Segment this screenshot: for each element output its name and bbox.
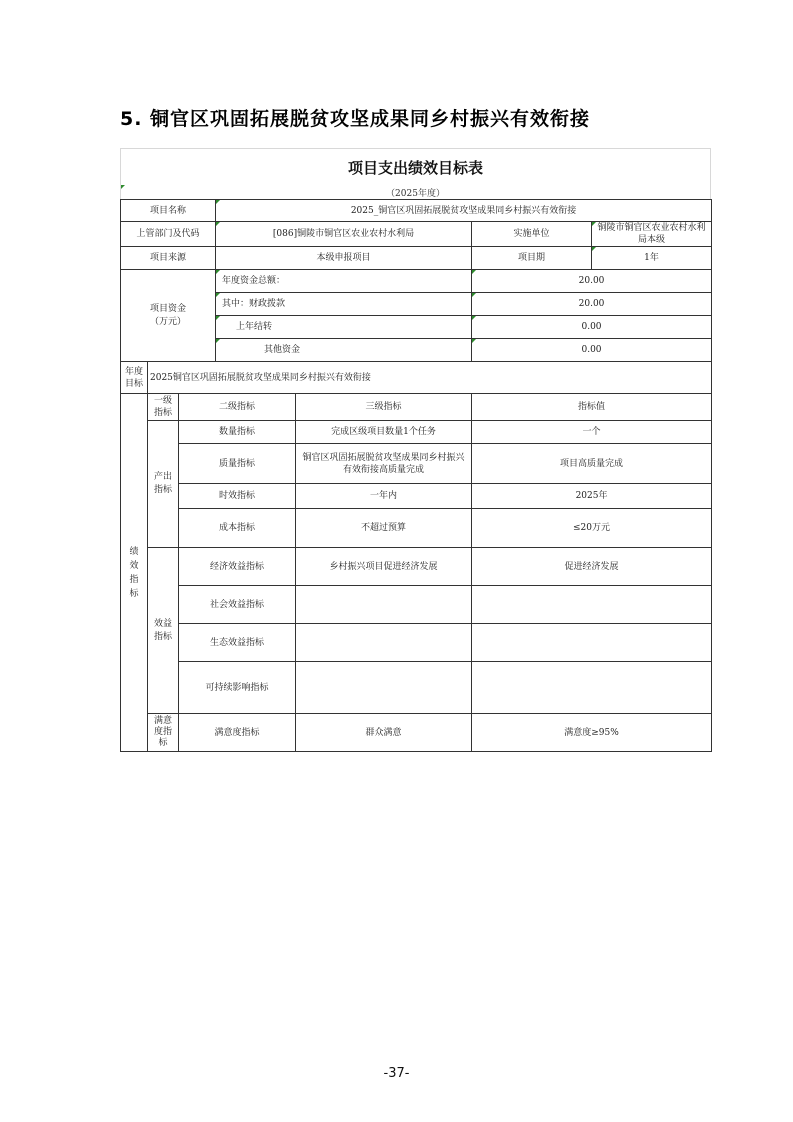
dept-value [216, 222, 472, 247]
row-indicator-header [121, 394, 712, 421]
funds-item-number: 20.00 [578, 299, 605, 309]
project-name-text: 2025_铜官区巩固拓展脱贫攻坚成果同乡村振兴有效衔接 [350, 205, 577, 216]
benefit-l2: 经济效益指标 [179, 548, 296, 586]
impl-label: 实施单位 [472, 222, 592, 247]
funds-item-number: 0.00 [581, 345, 602, 355]
table-row [121, 714, 712, 752]
output-l2: 时效指标 [179, 484, 296, 509]
cell-marker [216, 339, 220, 343]
funds-item-label [216, 270, 472, 293]
benefit-l2: 生态效益指标 [179, 624, 296, 662]
cell-marker [472, 270, 476, 274]
year-label: （2025年度） [386, 188, 445, 199]
benefit-l3: 乡村振兴项目促进经济发展 [296, 548, 472, 586]
funds-item-label [216, 339, 472, 362]
benefit-label [148, 548, 179, 714]
table-row [121, 586, 712, 624]
table-row [121, 421, 712, 444]
row-project-name [121, 200, 712, 222]
output-l2: 数量指标 [179, 421, 296, 444]
output-label-text: 产出指标 [153, 472, 172, 495]
benefit-l3 [296, 662, 472, 714]
table-row [121, 662, 712, 714]
funds-label [121, 270, 216, 362]
output-label [148, 421, 179, 548]
cell-marker [472, 316, 476, 320]
header-level1 [148, 394, 179, 421]
cell-marker [472, 339, 476, 343]
output-l2: 成本指标 [179, 509, 296, 548]
cell-marker [216, 270, 220, 274]
row-dept [121, 222, 712, 247]
performance-target-sheet [120, 148, 711, 752]
table-row [121, 548, 712, 586]
goal-value: 2025铜官区巩固拓展脱贫攻坚成果同乡村振兴有效衔接 [148, 362, 712, 394]
satisfaction-label [148, 714, 179, 752]
impl-value [592, 222, 712, 247]
header-level1-text: 一级指标 [153, 396, 172, 418]
satisfaction-l3: 群众满意 [296, 714, 472, 752]
benefit-l2: 社会效益指标 [179, 586, 296, 624]
benefit-l3 [296, 586, 472, 624]
funds-label-line2: （万元） [149, 316, 186, 327]
goal-label-line1: 年度 [124, 366, 143, 377]
satisfaction-l2: 满意度指标 [179, 714, 296, 752]
year-box [120, 185, 711, 199]
funds-item-text: 其他资金 [264, 345, 301, 355]
output-l3 [296, 444, 472, 484]
funds-label-line1: 项目资金 [149, 303, 186, 314]
source-label: 项目来源 [121, 247, 216, 270]
funds-item-text: 其中：财政拨款 [222, 299, 286, 309]
funds-item-text: 年度资金总额： [222, 276, 286, 286]
output-l2: 质量指标 [179, 444, 296, 484]
cell-marker [472, 293, 476, 297]
table-row [121, 444, 712, 484]
table-row [121, 484, 712, 509]
output-l3: 一年内 [296, 484, 472, 509]
row-source [121, 247, 712, 270]
row-funds-total [121, 270, 712, 293]
output-val: ≤20万元 [472, 509, 712, 548]
cell-marker [592, 247, 596, 251]
benefit-l3 [296, 624, 472, 662]
perf-label-text: 绩效指标 [129, 546, 139, 599]
source-value: 本级申报项目 [216, 247, 472, 270]
benefit-val [472, 662, 712, 714]
funds-item-value [472, 316, 712, 339]
impl-text: 铜陵市铜官区农业农村水利局本级 [597, 223, 706, 245]
cell-marker [216, 293, 220, 297]
output-val: 项目高质量完成 [472, 444, 712, 484]
project-name-label: 项目名称 [121, 200, 216, 222]
funds-item-number: 20.00 [578, 276, 605, 286]
cell-marker [216, 222, 220, 226]
benefit-val: 促进经济发展 [472, 548, 712, 586]
page-number: -37- [383, 1066, 410, 1081]
goal-label [121, 362, 148, 394]
funds-item-number: 0.00 [581, 322, 602, 332]
performance-table [120, 199, 712, 752]
output-l3: 不超过预算 [296, 509, 472, 548]
benefit-l2: 可持续影响指标 [179, 662, 296, 714]
funds-item-label [216, 316, 472, 339]
output-l3: 完成区级项目数量1个任务 [296, 421, 472, 444]
output-l3-text: 铜官区巩固拓展脱贫攻坚成果同乡村振兴有效衔接高质量完成 [302, 452, 465, 475]
funds-item-text: 上年结转 [236, 322, 273, 332]
period-value [592, 247, 712, 270]
cell-marker [592, 222, 596, 226]
output-val: 2025年 [472, 484, 712, 509]
cell-marker [216, 200, 220, 204]
table-title-box [120, 148, 711, 185]
header-level3: 三级指标 [296, 394, 472, 421]
row-annual-goal [121, 362, 712, 394]
output-val: 一个 [472, 421, 712, 444]
table-row [121, 509, 712, 548]
benefit-val [472, 624, 712, 662]
cell-marker [216, 316, 220, 320]
table-title: 项目支出绩效目标表 [347, 158, 483, 177]
satisfaction-label-text: 满意度指标 [153, 716, 172, 748]
header-value: 指标值 [472, 394, 712, 421]
benefit-label-text: 效益指标 [153, 618, 172, 642]
period-text: 1年 [644, 253, 659, 263]
table-row [121, 624, 712, 662]
funds-item-value [472, 293, 712, 316]
funds-item-label [216, 293, 472, 316]
funds-item-value [472, 270, 712, 293]
header-level2: 二级指标 [179, 394, 296, 421]
section-heading: 5. 铜官区巩固拓展脱贫攻坚成果同乡村振兴有效衔接 [120, 108, 591, 130]
satisfaction-val: 满意度≥95% [472, 714, 712, 752]
project-name-value [216, 200, 712, 222]
dept-label: 上管部门及代码 [121, 222, 216, 247]
cell-marker [121, 185, 125, 189]
period-label: 项目期 [472, 247, 592, 270]
perf-label [121, 394, 148, 752]
dept-text: [086]铜陵市铜官区农业农村水利局 [272, 229, 415, 239]
benefit-val [472, 586, 712, 624]
goal-label-line2: 目标 [124, 378, 143, 389]
funds-item-value [472, 339, 712, 362]
